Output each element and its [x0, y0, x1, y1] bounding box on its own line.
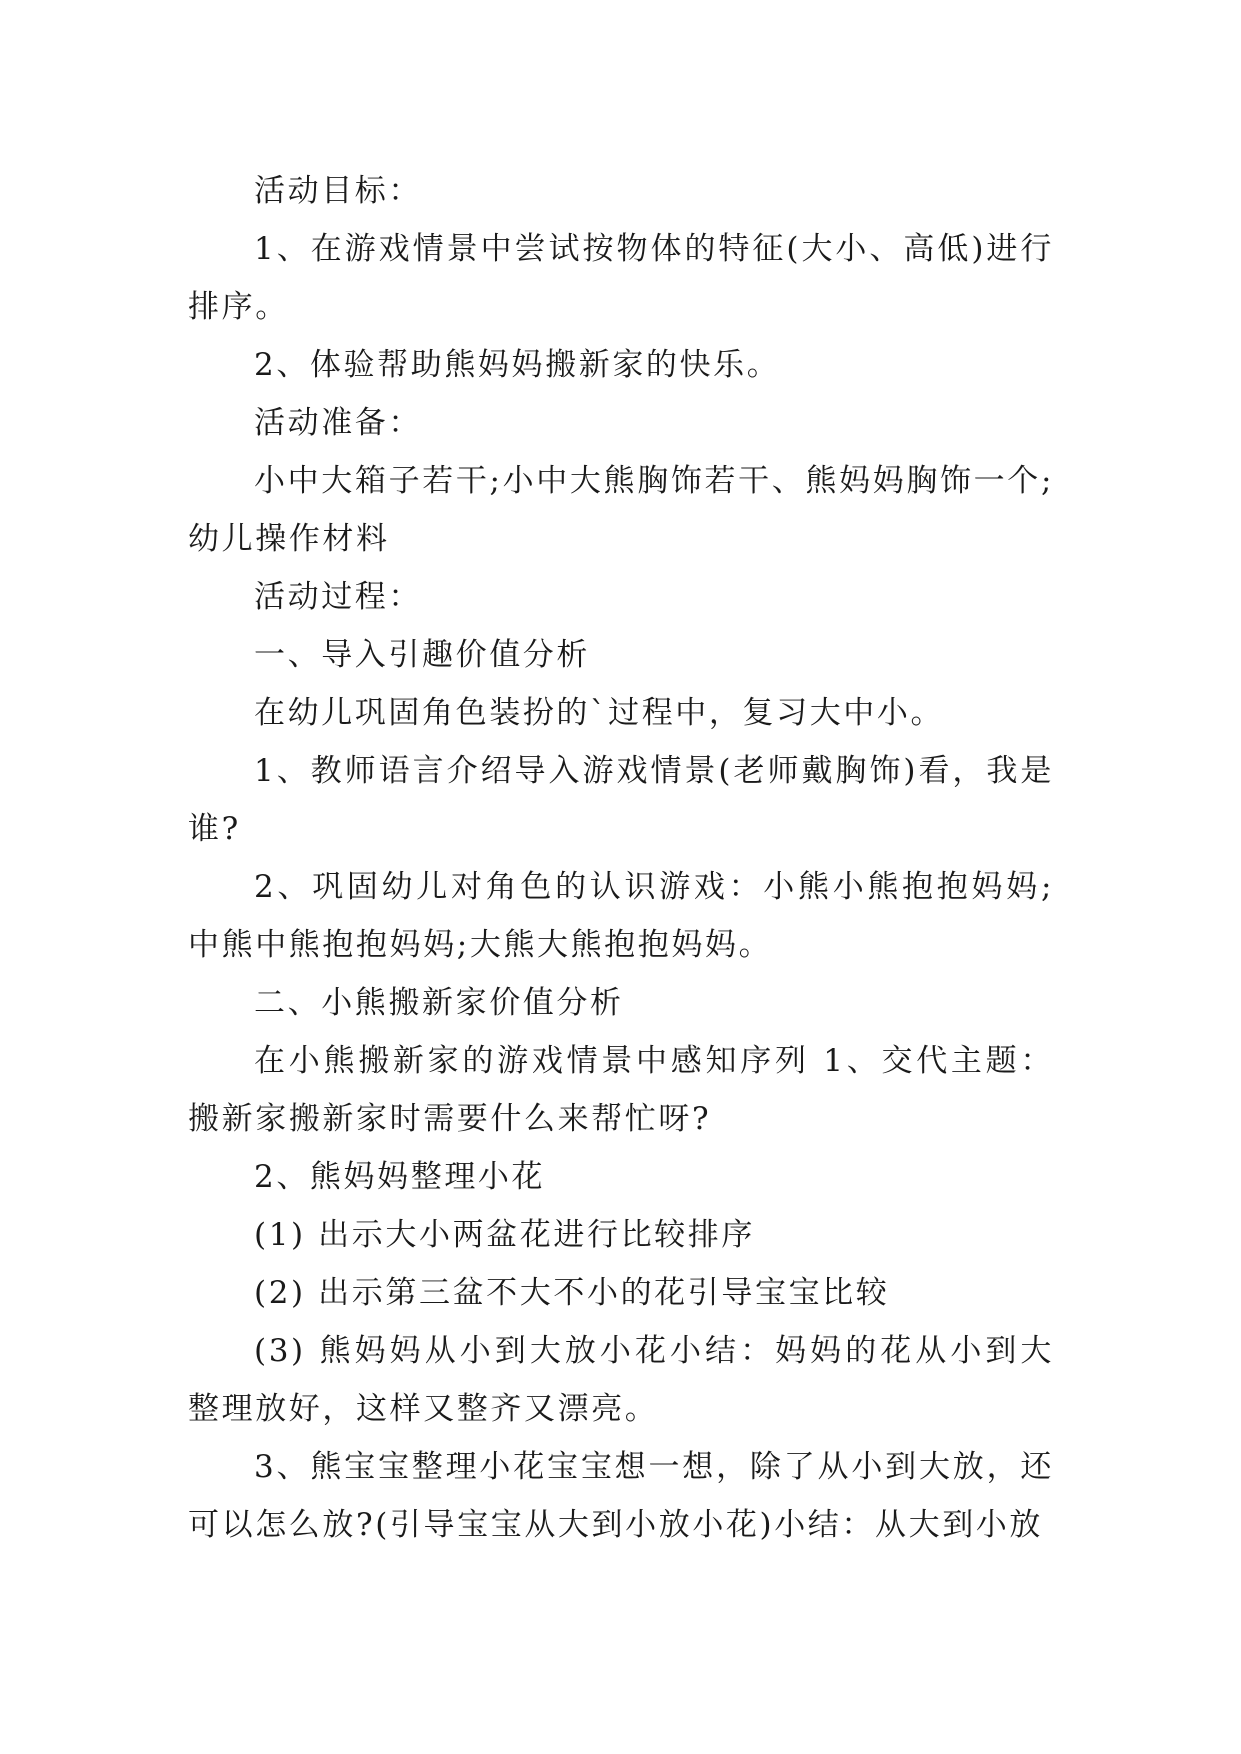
- heading-activity-preparation: 活动准备：: [254, 405, 422, 441]
- section-one-step-2: 2、巩固幼儿对角色的认识游戏：小熊小熊抱抱妈妈;中熊中熊抱抱妈妈;大熊大熊抱抱妈妈。: [188, 869, 1054, 963]
- heading-activity-process: 活动过程：: [254, 579, 422, 615]
- substep-3: (3) 熊妈妈从小到大放小花小结：妈妈的花从小到大整理放好，这样又整齐又漂亮。: [188, 1333, 1054, 1427]
- goal-item-2: 2、体验帮助熊妈妈搬新家的快乐。: [254, 347, 781, 383]
- section-one-intro: 在幼儿巩固角色装扮的`过程中，复习大中小。: [254, 695, 945, 731]
- substep-1: (1) 出示大小两盆花进行比较排序: [254, 1217, 755, 1253]
- section-two-step-2: 2、熊妈妈整理小花: [254, 1159, 546, 1195]
- document-body: [188, 162, 1054, 1554]
- goal-item-1: 1、在游戏情景中尝试按物体的特征(大小、高低)进行排序。: [188, 231, 1054, 325]
- substep-2: (2) 出示第三盆不大不小的花引导宝宝比较: [254, 1275, 890, 1311]
- preparation-text: 小中大箱子若干;小中大熊胸饰若干、熊妈妈胸饰一个;幼儿操作材料: [188, 463, 1054, 557]
- section-two-title: 二、小熊搬新家价值分析: [254, 985, 624, 1021]
- section-two-intro: 在小熊搬新家的游戏情景中感知序列 1、交代主题：搬新家搬新家时需要什么来帮忙呀?: [188, 1043, 1054, 1137]
- section-two-step-3: 3、熊宝宝整理小花宝宝想一想，除了从小到大放，还可以怎么放?(引导宝宝从大到小放小花)小结：从大到小放: [188, 1449, 1054, 1543]
- heading-activity-goals: 活动目标：: [254, 173, 422, 209]
- section-one-step-1: 1、教师语言介绍导入游戏情景(老师戴胸饰)看，我是谁?: [188, 753, 1054, 847]
- section-one-title: 一、导入引趣价值分析: [254, 637, 590, 673]
